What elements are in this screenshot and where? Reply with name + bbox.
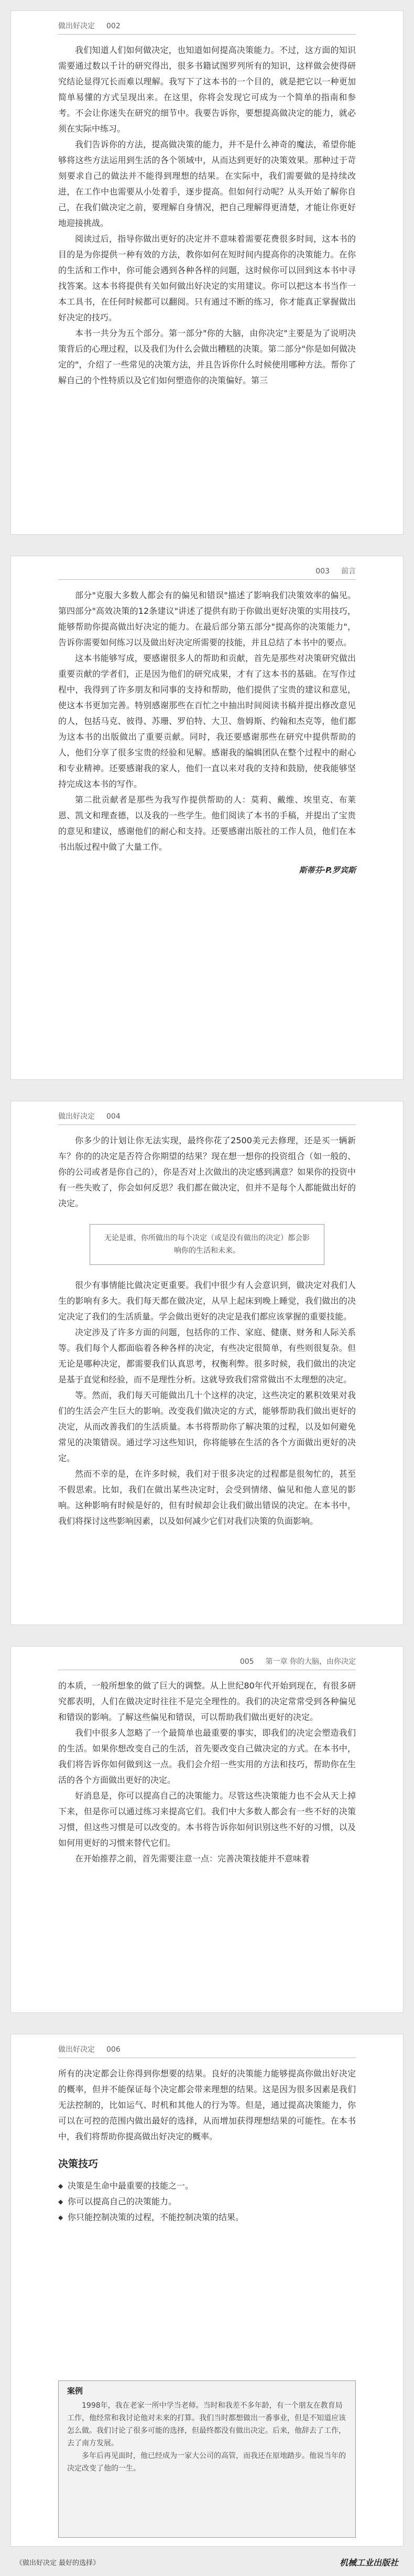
paragraph: 这本书能够写成，要感谢很多人的帮助和贡献，首先是那些对决策研究做出重要贡献的学者们，正是因为他们的研究成果，才有了这本书的基础。在写作过程中，我得到了许多朋友和同事的支持和帮助，他们提供了宝贵的建议和意见，使这本书更加完善。特别感谢那些在百忙之中抽出时间阅读书稿并提出修改意见的人，包括马克、彼得、苏珊、罗伯特、大卫、詹姆斯、约翰和杰克等，他们都为这本书的出版做出了重要贡献。同时，我还要感谢那些在研究中提供帮助的人，他们分享了很多宝贵的经验和见解。感谢我的编辑团队在整个过程中的耐心和专业精神。还要感谢我的家人，他们一直以来对我的支持和鼓励，使我能够坚持完成这本书的写作。 (58, 653, 356, 789)
paragraph: 等。然而，我们每天可能做出几十个这样的决定，这些决定的累积效果对我们的生活会产生巨大的影响。改变我们做决定的方式，能够帮助我们做出更好的决定，从而改善我们的生活质量。本书将帮助你了解决策的过程，以及如何避免常见的决策错误。通过学习这些知识，你将能够在生活的各个方面做出更好的决定。 (58, 1390, 356, 1463)
running-title: 做出好决定 (58, 2045, 95, 2054)
paragraph: 的本质，一般所想象的做了巨大的调整。从上世纪80年代开始到现在，有很多研究都表明，人们在做决定时往往不是完全理性的。我们的决定常常受到各种偏见和错误的影响。了解这些偏见和错误，可以帮助我们做出更好的决定。 (58, 1681, 356, 1722)
paragraph: 好消息是，你可以提高自己的决策能力。尽管这些决策能力也不会从天上掉下来，但是你可以通过练习来提高它们。我们中大多数人都会有一些不好的决策习惯，但这些习惯是可以改变的。本书将告诉你如何识别这些不好的习惯，以及如何用更好的习惯来替代它们。 (58, 1791, 356, 1848)
tip-text: 你可以提高自己的决策能力。 (68, 2196, 177, 2206)
list-item (58, 2178, 356, 2194)
book-page-006 (10, 2034, 404, 2547)
page-number: 005 (239, 1658, 254, 1666)
page-header (58, 566, 356, 580)
running-title: 前言 (341, 567, 356, 576)
page-body (58, 42, 356, 388)
case-paragraph: 多年后再见面时，他已经成为一家大公司的高管，而我还在原地踏步。他说当年的决定改变了他的一生。 (67, 2452, 346, 2473)
page-body (58, 1678, 356, 1867)
book-page-004 (10, 1101, 404, 1625)
book-title-footer: 《做出好决定 最好的选择》 (16, 2559, 100, 2567)
bullet-icon: ◆ (58, 2198, 63, 2205)
page-number: 003 (315, 567, 330, 576)
page-header (58, 20, 356, 35)
tips-list (58, 2178, 356, 2225)
list-item (58, 2210, 356, 2225)
paragraph: 你多少的计划让你无法实现，最终你花了2500美元去修理，还是买一辆新车？你的的决定是否符合你期望的结果？现在想一想你的投资组合（如一般的、你的公司或者是你自己的），你是否对上次做出的决定感到满意？如果你的投资中有一些失败了，你会如何反思？我们都在做决定，但并不是每个人都能做出好的决定。 (58, 1135, 356, 1208)
viewer-footer (10, 2552, 404, 2571)
paragraph: 我们知道人们如何做决定，也知道如何提高决策能力。不过，这方面的知识需要通过数以千计的研究得出，很多书籍试图罗列所有的知识，这样做会使得研究结论显得冗长而难以理解。我写下了这本书的一个目的，就是把它以一种更加简单易懂的方式呈现出来。在这里，你将会发现它可成为一个简单的指南和参考。不会让你迷失在研究的细节中。我要告诉你，要想提高做决定的能力，就必须在实际中练习。 (58, 45, 356, 134)
page-number: 006 (106, 2045, 121, 2054)
paragraph: 我们告诉你的方法，提高做决策的能力，并不是什么神奇的魔法，希望你能够将这些方法运用到生活的各个领域中，从而达到更好的决策效果。那种过于苛刻要求自己的做法并不能得到理想的结果。在实际中，我们需要做的是持续改进，在工作中也需要从小处着手，逐步提高。但如何行动呢？从头开始了解你自己，在我们做决定之前，要理解自身情况，把自己理解得更清楚，才能让你更好地迎接挑战。 (58, 139, 356, 228)
publisher-logo: 机械工业出版社 (339, 2558, 398, 2568)
case-title: 案例 (67, 2386, 83, 2396)
paragraph: 部分"克服大多数人都会有的偏见和错误"描述了影响我们决策效率的偏见。第四部分"高效决策的12条建议"讲述了提供有助于你做出更好决策的实用技巧，能够帮助你提高做出好决定的能力。在最后部分第五部分"提高你的决策能力"，告诉你需要如何练习以及做出好决定所需要的技能，并且总结了本书中的要点。 (58, 590, 356, 647)
bullet-icon: ◆ (58, 2182, 63, 2190)
paragraph: 在开始推荐之前，首先需要注意一点：完善决策技能并不意味着 (75, 1854, 310, 1864)
paragraph: 第二批贡献者是那些为我写作提供帮助的人：莫莉、戴维、埃里克、布莱恩、凯文和理查德，以及我的一些学生。他们阅读了本书的手稿，并提出了宝贵的意见和建议，感谢他们的耐心和支持。还要感谢出版社的工作人员，他们在本书出版过程中做了大量工作。 (58, 795, 356, 852)
case-box (58, 2380, 356, 2538)
page-number: 002 (106, 22, 121, 30)
pull-quote: 无论是谁，你所做出的每个决定（或是没有做出的决定）都会影响你的生活和未来。 (90, 1224, 324, 1265)
page-header (58, 1656, 356, 1670)
running-title: 做出好决定 (58, 22, 95, 30)
page-number: 004 (106, 1112, 121, 1121)
tip-text: 决策是生命中最重要的技能之一。 (68, 2181, 194, 2191)
book-page-005 (10, 1646, 404, 2013)
page-header (58, 1111, 356, 1125)
book-page-002 (10, 10, 404, 535)
paragraph: 决定涉及了许多方面的问题，包括你的工作、家庭、健康、财务和人际关系等。我们每个人都面临着各种各样的决定，有些决定很简单，有些则很复杂。但无论是哪种决定，都需要我们认真思考，权衡利弊。很多时候，我们做出的决定是基于直觉和经验，而不是理性分析。这就导致我们常常做出不太理想的决定。 (58, 1327, 356, 1384)
author-signature: 斯蒂芬·P.罗宾斯 (299, 865, 356, 875)
paragraph: 所有的决定都会让你得到你想要的结果。良好的决策能力能够提高你做出好决定的概率，但并不能保证每个决定都会带来理想的结果。这是因为很多因素是我们无法控制的，比如运气、时机和其他人的行为等。但是，通过提高决策能力，你可以在可控的范围内做出最好的选择，从而增加获得理想结果的可能性。在本书中，我们将帮助你提高做出好决定的概率。 (58, 2069, 356, 2141)
paragraph: 本书一共分为五个部分。第一部分"你的大脑，由你决定"主要是为了说明决策背后的心理过程，以及我们为什么会做出糟糕的决策。第二部分"你是如何做决定的"，介绍了一些常见的决策方法，并且告诉你什么时候使用哪种方法。帮你了解自己的个性特质以及它们如何塑造你的决策偏好。第三 (58, 328, 356, 385)
section-heading: 决策技巧 (58, 2158, 99, 2170)
running-title: 做出好决定 (58, 1112, 95, 1121)
page-body (58, 2066, 356, 2225)
page-body (58, 1133, 356, 1529)
paragraph: 阅读过后，指导你做出更好的决定并不意味着需要花费很多时间，这本书的目的是为你提供一种有效的方法，教你如何在短时间内提高你的决策能力。在你的生活和工作中，你可能会遇到各种各样的问题，这时候你可以回到这本书中寻找答案。这本书将提供有关如何做出好决定的实用建议。你可以把这本书当作一本工具书，在任何时候都可以翻阅。只有通过不断的练习，你才能真正掌握做出好决定的技巧。 (58, 234, 356, 322)
page-header (58, 2044, 356, 2058)
list-item (58, 2194, 356, 2210)
tip-text: 你只能控制决策的过程，不能控制决策的结果。 (68, 2212, 244, 2222)
book-page-003 (10, 556, 404, 1080)
paragraph: 我们中很多人忽略了一个最简单也最重要的事实，即我们的决定会塑造我们的生活。如果你想改变自己的生活，首先要改变自己做决定的方式。在本书中，我们将告诉你如何做到这一点。我们会介绍一些实用的方法和技巧，帮助你在生活的各个方面做出更好的决定。 (58, 1728, 356, 1785)
page-body (58, 588, 356, 878)
bullet-icon: ◆ (58, 2214, 63, 2221)
paragraph: 然而不幸的是，在许多时候，我们对于很多决定的过程都是很匆忙的，甚至不假思索。比如，我们在做出某些决定时，会受到情绪、偏见和他人意见的影响。这种影响有时候是好的，但有时候却会让我们做出错误的决定。在本书中，我们将探讨这些影响因素，以及如何减少它们对我们决策的负面影响。 (58, 1469, 356, 1526)
paragraph: 很少有事情能比做决定更重要。我们中很少有人会意识到，做决定对我们人生的影响有多大。我们每天都在做决定，从早上起床到晚上睡觉，我们做出的决定决定了我们的生活质量。学会做出更好的决定是我们都应该掌握的重要技能。 (58, 1280, 356, 1322)
running-title: 第一章 你的大脑，由你决定 (265, 1658, 356, 1666)
case-paragraph: 1998年，我在老家一所中学当老师。当时和我差不多年龄，有一个朋友在教育局工作，他经常和我讨论他对未来的打算。我们当时都想做出一番事业，但是不知道应该怎么做。我们讨论了很多可能的选择，但最终都没有做出决定。后来，他辞去了工作，去了南方发展。 (67, 2401, 346, 2448)
